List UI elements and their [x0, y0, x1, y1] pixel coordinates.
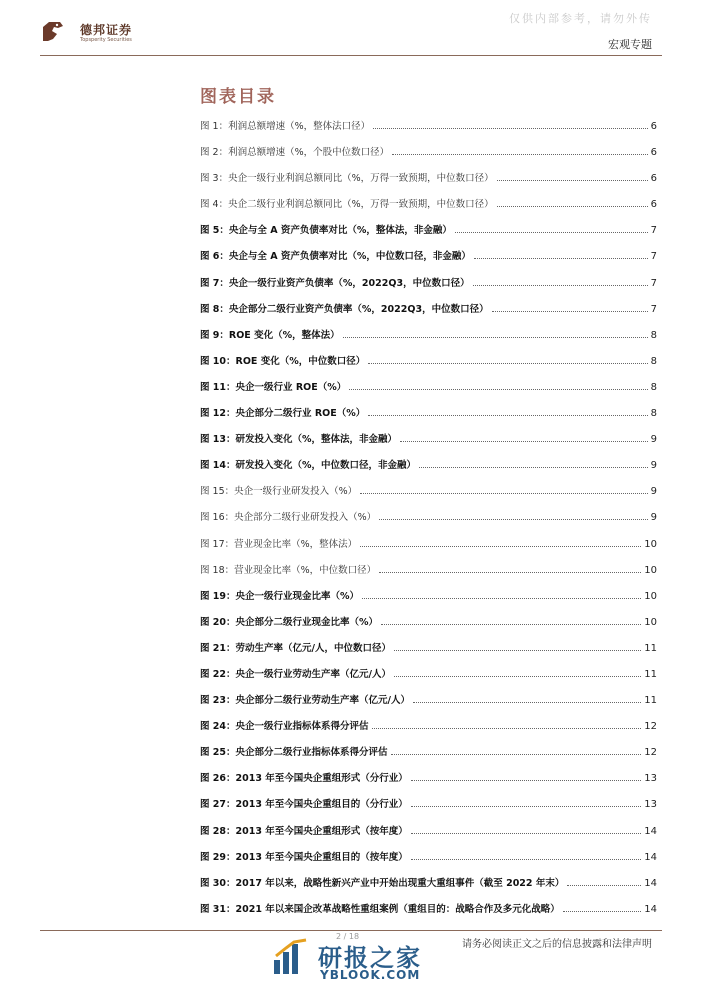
toc-entry-page: 9	[650, 512, 657, 524]
toc-entry[interactable]	[200, 588, 657, 614]
toc-entry-page: 6	[650, 173, 657, 185]
toc-entry[interactable]	[200, 379, 657, 405]
toc-entry-page: 8	[650, 329, 657, 341]
toc-entry-label: 图 5：央企与全 A 资产负债率对比（%，整体法，非金融）	[200, 225, 452, 237]
toc-entry-page: 11	[644, 695, 657, 707]
toc-leader-dots	[349, 389, 647, 390]
toc-entry-page: 9	[650, 434, 657, 446]
toc-entry-page: 7	[650, 251, 657, 263]
toc-entry-label: 图 16：央企部分二级行业研发投入（%）	[200, 512, 377, 524]
toc-entry[interactable]	[200, 327, 657, 353]
toc-leader-dots	[497, 180, 648, 181]
toc-entry[interactable]	[200, 483, 657, 509]
toc-entry[interactable]	[200, 457, 657, 483]
toc-leader-dots	[411, 780, 641, 781]
toc-leader-dots	[391, 754, 642, 755]
toc-entry-label: 图 9：ROE 变化（%，整体法）	[200, 329, 340, 341]
toc-entry[interactable]	[200, 614, 657, 640]
toc-entry[interactable]	[200, 118, 657, 144]
toc-leader-dots	[392, 154, 648, 155]
toc-entry[interactable]	[200, 666, 657, 692]
toc-entry-label: 图 17：营业现金比率（%，整体法）	[200, 538, 358, 550]
toc-entry-page: 13	[644, 773, 657, 785]
toc-title: 图表目录	[200, 87, 276, 107]
toc-entry-label: 图 1：利润总额增速（%，整体法口径）	[200, 121, 371, 132]
toc-entry-label: 图 25：央企部分二级行业指标体系得分评估	[200, 747, 388, 759]
toc-entry-page: 10	[644, 564, 657, 576]
toc-entry-page: 9	[650, 460, 657, 472]
toc-leader-dots	[368, 415, 647, 416]
toc-entry-label: 图 28：2013 年至今国央企重组形式（按年度）	[200, 825, 408, 837]
toc-entry[interactable]	[200, 301, 657, 327]
toc-leader-dots	[394, 650, 641, 651]
toc-entry[interactable]	[200, 744, 657, 770]
site-watermark-logo-icon	[272, 938, 312, 978]
toc-entry-label: 图 19：央企一级行业现金比率（%）	[200, 590, 360, 602]
toc-entry-page: 12	[644, 747, 657, 759]
toc-entry-page: 10	[644, 590, 657, 602]
toc-leader-dots	[343, 337, 648, 338]
site-watermark-en: YBLOOK.COM	[320, 968, 421, 982]
toc-entry-label: 图 7：央企一级行业资产负债率（%，2022Q3，中位数口径）	[200, 277, 470, 289]
toc-entry-page: 6	[650, 147, 657, 159]
toc-entry[interactable]	[200, 875, 657, 901]
toc-entry[interactable]	[200, 536, 657, 562]
toc-leader-dots	[373, 128, 648, 129]
table-of-figures	[200, 118, 657, 927]
page-number: 2 / 18	[336, 932, 360, 941]
company-name-en: Topsperity Securities	[80, 37, 132, 43]
toc-entry-label: 图 3：央企一级行业利润总额同比（%，万得一致预期，中位数口径）	[200, 173, 494, 185]
site-watermark-cn: 研报之家	[318, 943, 422, 972]
toc-leader-dots	[473, 285, 648, 286]
toc-leader-dots	[411, 833, 641, 834]
toc-leader-dots	[413, 702, 641, 703]
toc-entry-page: 7	[650, 303, 657, 315]
toc-entry-label: 图 13：研发投入变化（%，整体法，非金融）	[200, 434, 398, 446]
toc-leader-dots	[411, 859, 641, 860]
toc-leader-dots	[372, 728, 642, 729]
toc-leader-dots	[567, 885, 641, 886]
toc-entry-label: 图 23：央企部分二级行业劳动生产率（亿元/人）	[200, 695, 410, 707]
toc-entry-page: 6	[650, 121, 657, 132]
toc-entry[interactable]	[200, 431, 657, 457]
toc-entry[interactable]	[200, 405, 657, 431]
page-header	[0, 0, 702, 60]
company-logo-icon	[40, 19, 66, 45]
toc-entry[interactable]	[200, 823, 657, 849]
toc-entry-label: 图 27：2013 年至今国央企重组目的（分行业）	[200, 799, 408, 811]
toc-entry-label: 图 22：央企一级行业劳动生产率（亿元/人）	[200, 668, 391, 680]
toc-entry-page: 8	[650, 408, 657, 420]
toc-leader-dots	[419, 467, 648, 468]
toc-entry[interactable]	[200, 275, 657, 301]
toc-entry-label: 图 14：研发投入变化（%，中位数口径，非金融）	[200, 460, 417, 472]
toc-entry-label: 图 30：2017 年以来，战略性新兴产业中开始出现重大重组事件（截至 2022 年末）	[200, 877, 565, 889]
toc-leader-dots	[379, 519, 647, 520]
toc-entry-page: 7	[650, 225, 657, 237]
toc-entry-label: 图 24：央企一级行业指标体系得分评估	[200, 721, 369, 733]
toc-leader-dots	[360, 546, 641, 547]
toc-entry-label: 图 15：央企一级行业研发投入（%）	[200, 486, 358, 498]
toc-entry-label: 图 11：央企一级行业 ROE（%）	[200, 381, 347, 393]
toc-entry[interactable]	[200, 849, 657, 875]
toc-leader-dots	[381, 624, 641, 625]
toc-entry-page: 10	[644, 538, 657, 550]
toc-entry-label: 图 29：2013 年至今国央企重组目的（按年度）	[200, 851, 408, 863]
toc-leader-dots	[492, 311, 648, 312]
footer-divider	[40, 930, 662, 931]
toc-entry[interactable]	[200, 640, 657, 666]
toc-leader-dots	[379, 572, 641, 573]
toc-leader-dots	[474, 258, 648, 259]
toc-entry-page: 8	[650, 355, 657, 367]
toc-entry-page: 14	[644, 903, 657, 915]
toc-entry[interactable]	[200, 144, 657, 170]
toc-leader-dots	[411, 806, 641, 807]
toc-entry-page: 8	[650, 381, 657, 393]
toc-leader-dots	[362, 598, 641, 599]
toc-entry-label: 图 26：2013 年至今国央企重组形式（分行业）	[200, 773, 408, 785]
toc-entry-label: 图 20：央企部分二级行业现金比率（%）	[200, 616, 379, 628]
toc-entry[interactable]	[200, 796, 657, 822]
toc-entry-label: 图 6：央企与全 A 资产负债率对比（%，中位数口径，非金融）	[200, 251, 471, 263]
toc-entry-page: 13	[644, 799, 657, 811]
toc-entry[interactable]	[200, 196, 657, 222]
toc-leader-dots	[394, 676, 641, 677]
toc-leader-dots	[455, 232, 648, 233]
toc-entry-label: 图 2：利润总额增速（%，个股中位数口径）	[200, 147, 390, 159]
legal-disclaimer: 请务必阅读正文之后的信息披露和法律声明	[462, 939, 652, 950]
toc-entry[interactable]	[200, 901, 657, 927]
toc-leader-dots	[360, 493, 647, 494]
toc-entry-page: 9	[650, 486, 657, 498]
toc-leader-dots	[400, 441, 648, 442]
toc-entry-page: 11	[644, 668, 657, 680]
toc-entry-page: 14	[644, 877, 657, 889]
toc-entry-page: 7	[650, 277, 657, 289]
company-name: 德邦证券	[80, 23, 133, 37]
toc-entry-label: 图 10：ROE 变化（%，中位数口径）	[200, 355, 366, 367]
header-divider	[40, 55, 662, 56]
toc-leader-dots	[368, 363, 647, 364]
toc-leader-dots	[497, 206, 648, 207]
toc-entry[interactable]	[200, 509, 657, 535]
toc-entry-label: 图 18：营业现金比率（%，中位数口径）	[200, 564, 377, 576]
confidential-watermark: 仅供内部参考，请勿外传	[509, 12, 652, 25]
toc-entry-page: 6	[650, 199, 657, 211]
toc-entry[interactable]	[200, 248, 657, 274]
section-label: 宏观专题	[608, 38, 652, 51]
toc-entry[interactable]	[200, 222, 657, 248]
toc-entry[interactable]	[200, 353, 657, 379]
toc-entry-label: 图 21：劳动生产率（亿元/人，中位数口径）	[200, 642, 391, 654]
toc-entry-label: 图 4：央企二级行业利润总额同比（%，万得一致预期，中位数口径）	[200, 199, 494, 211]
toc-entry-label: 图 12：央企部分二级行业 ROE（%）	[200, 408, 366, 420]
toc-entry[interactable]	[200, 170, 657, 196]
toc-entry[interactable]	[200, 718, 657, 744]
toc-entry-page: 14	[644, 825, 657, 837]
toc-entry-label: 图 31：2021 年以来国企改革战略性重组案例（重组目的：战略合作及多元化战略）	[200, 903, 560, 915]
toc-entry-page: 10	[644, 616, 657, 628]
toc-leader-dots	[563, 911, 641, 912]
toc-entry[interactable]	[200, 770, 657, 796]
toc-entry-page: 14	[644, 851, 657, 863]
toc-entry[interactable]	[200, 692, 657, 718]
toc-entry-page: 12	[644, 721, 657, 733]
toc-entry-label: 图 8：央企部分二级行业资产负债率（%，2022Q3，中位数口径）	[200, 303, 489, 315]
toc-entry[interactable]	[200, 562, 657, 588]
toc-entry-page: 11	[644, 642, 657, 654]
